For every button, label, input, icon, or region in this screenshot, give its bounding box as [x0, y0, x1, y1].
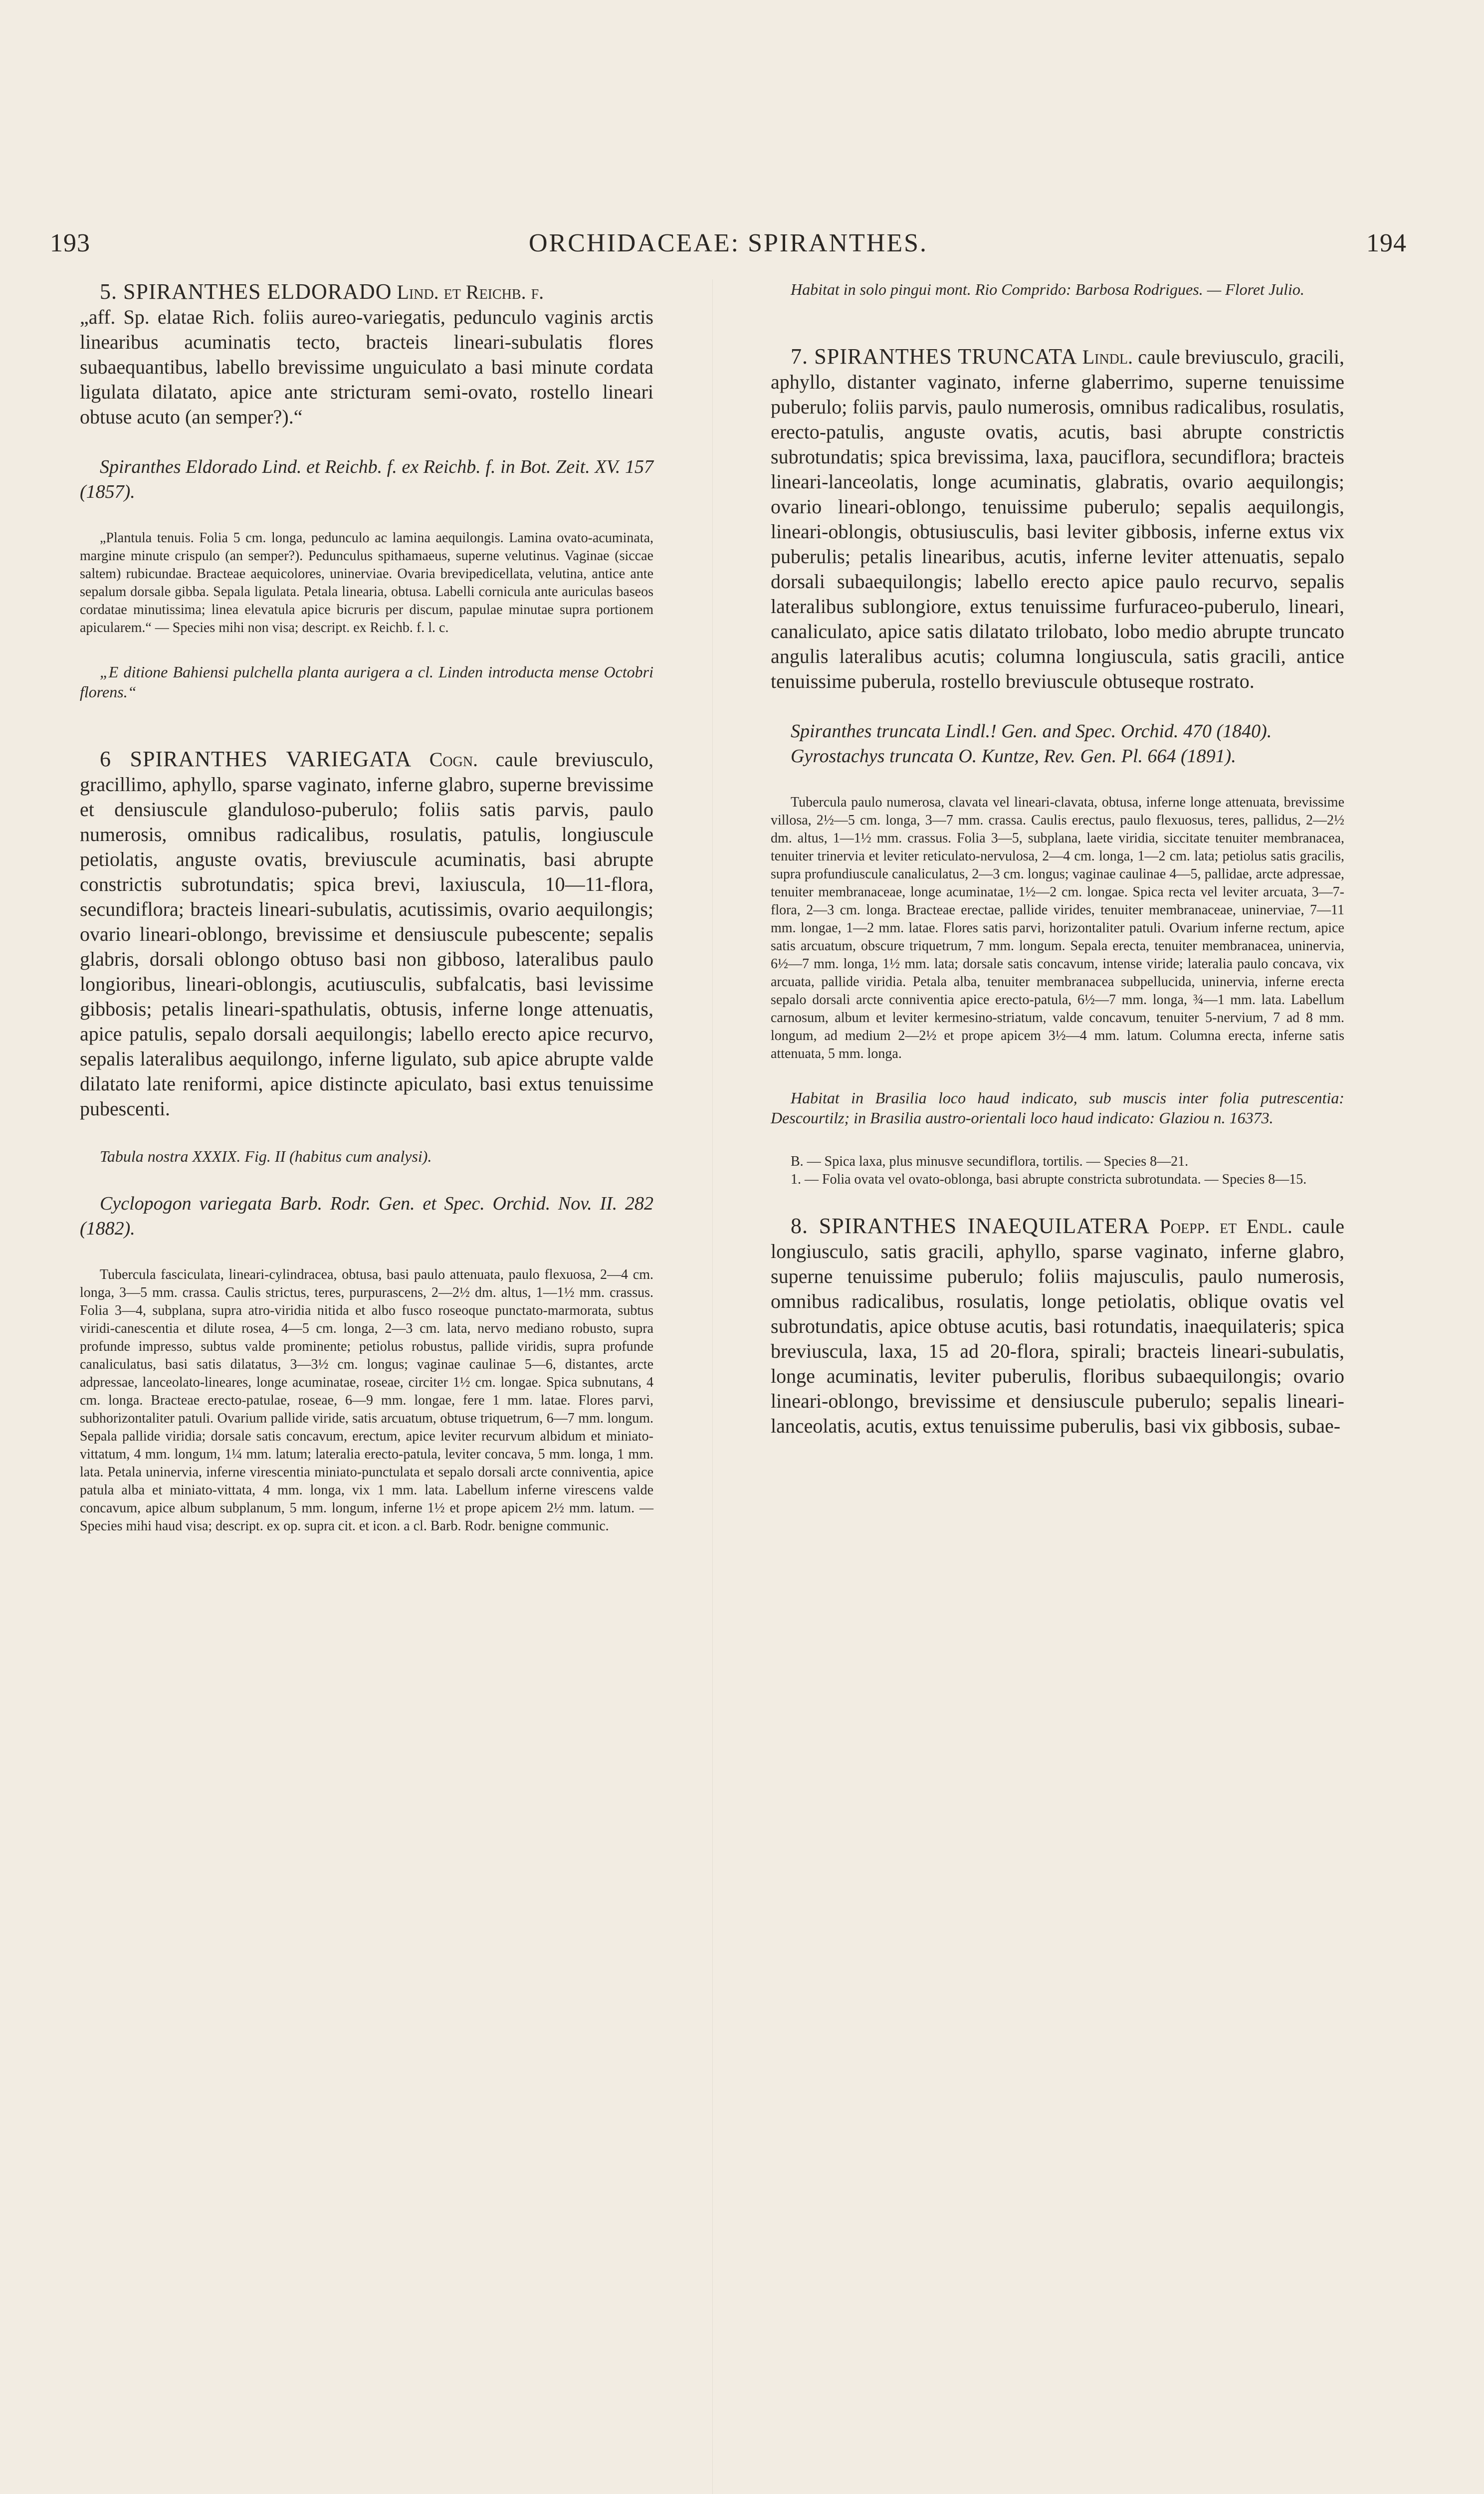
species-7-reference-1: Spiranthes truncata Lindl.! Gen. and Spec. Orchid. 470 (1840).: [791, 721, 1272, 742]
page-number-left: 193: [50, 229, 90, 257]
species-6-heading: 6 SPIRANTHES VARIEGATA: [100, 747, 412, 771]
species-6-diagnosis: [80, 747, 653, 1121]
species-5-heading: 5. SPIRANTHES ELDORADO: [100, 279, 392, 304]
species-8-text: caule longiusculo, satis gracili, aphyllo, sparse vaginato, inferne glabro, superne tenuissime puberulo; foliis majusculis, paulo numerosis, omnibus radicalibus, rosulatis, longe petiolatis, oblique ovatis vel subrotundatis, apice obtuse acutis, basi rotundatis, inaequilateris; spica breviuscula, laxa, 15 ad 20-flora, spirali; bracteis lineari-subulatis, longe acuminatis, leviter puberulis, floribus subaequilongis; ovario lineari-oblongo, brevissime et densiuscule puberulo; sepalis lineari-lanceolatis, acutis, extus tenuissime puberulis, basi vix gibbosis, subae-: [771, 1215, 1344, 1437]
species-5-text: „aff. Sp. elatae Rich. foliis aureo-variegatis, pedunculo vaginis arctis linearibus acuminatis tecto, bracteis lineari-subulatis flores subaequantibus, labello brevissime unguiculato a basi minute cordata ligulata dilatato, apice ante stricturam semi-ovato, rostello lineari obtuse acuto (an semper?).“: [80, 306, 653, 428]
column-divider: [712, 279, 713, 2494]
species-8-diagnosis: [771, 1214, 1344, 1439]
species-5-author: Lind. et Reichb. f.: [397, 281, 544, 303]
species-8-heading: 8. SPIRANTHES INAEQUILATERA: [791, 1214, 1150, 1238]
species-6-text: caule breviusculo, gracillimo, aphyllo, sparse vaginato, inferne glabro, superne brevissime et densiuscule glanduloso-puberulo; foliis satis parvis, paulo numerosis, omnibus radicalibus, rosulatis, patulis, longiuscule petiolatis, anguste ovatis, breviuscule acuminatis, basi abrupte constrictis subrotundatis; spica brevi, laxiuscula, 10—11-flora, secundiflora; bracteis lineari-subulatis, acutissimis, ovario aequilongis; ovario lineari-oblongo, brevissime et densiuscule pubescente; sepalis glabris, dorsali oblongo obtuso basi non gibboso, lateralibus paulo longioribus, lineari-oblongis, acutiusculis, subfalcatis, basi levissime gibbosis; petalis lineari-spathulatis, obtusis, inferne longe attenuatis, apice patulis, sepalo dorsali aequilongis; labello erecto apice recurvo, sepalis lateralibus aequilongo, inferne ligulato, sub apice abrupte valde dilatato late reniformi, apice distincte apiculato, basi extus tenuissime pubescenti.: [80, 748, 654, 1120]
page-header: [50, 228, 1407, 263]
species-6-author: Cogn.: [429, 748, 478, 771]
key-b: B. — Spica laxa, plus minusve secundiflora, tortilis. — Species 8—21.: [791, 1154, 1189, 1169]
species-7-description: Tubercula paulo numerosa, clavata vel lineari-clavata, obtusa, inferne longe attenuata, brevissime villosa, 2½—5 cm. longa, 3—7 mm. crassa. Caulis erectus, paulo flexuosus, teres, pallidus, 2—2½ dm. altus, 1—1½ mm. crassus. Folia 3—5, subplana, laete viridia, siccitate tenuiter membranacea, tenuiter trinervia et leviter reticulato-nervulosa, 2—4 cm. longa, 1—2 cm. lata; petiolus satis gracilis, supra profundiuscule canaliculatus, 2—3 cm. longus; vaginae caulinae 4—5, pallidae, arcte adpressae, tenuiter membranaceae, longe acuminatae, 1½—2 cm. longae. Spica recta vel leviter arcuata, 3—7-flora, 2—3 cm. longa. Bracteae erectae, pallide virides, tenuiter membranaceae, uninerviae, 7—11 mm. longae, 1—2 mm. latae. Flores satis parvi, horizontaliter patuli. Ovarium inferne rectum, apice satis arcuatum, obscure triquetrum, 7 mm. longum. Sepala erecta, tenuiter membranacea, uninervia, 6½—7 mm. longa, 1½ mm. lata; dorsale satis concavum, intense viride; lateralia paulo concava, vix arcuata, pallide viridia. Petala alba, tenuiter membranacea subpellucida, uninervia, inferne erecta sepalo dorsali arcte conniventia apice erecto-patula, 6½—7 mm. longa, ¾—1 mm. lata. Labellum carnosum, album et leviter kermesino-striatum, valde concavum, tenuiter 5-nervium, 7 ad 8 mm. longum, ad medium 2—2½ et prope apicem 3½—4 mm. latum. Columna erecta, inferne satis attenuata, 5 mm. longa.: [771, 795, 1344, 1061]
species-5-reference: Spiranthes Eldorado Lind. et Reichb. f. ex Reichb. f. in Bot. Zeit. XV. 157 (1857).: [80, 456, 653, 502]
running-title: ORCHIDACEAE: SPIRANTHES.: [528, 229, 928, 257]
species-5-diagnosis: [80, 279, 653, 305]
species-7-reference-2: Gyrostachys truncata O. Kuntze, Rev. Gen. Pl. 664 (1891).: [791, 746, 1236, 767]
left-column: [80, 279, 653, 1535]
species-6-plate: Tabula nostra XXXIX. Fig. II (habitus cum analysi).: [100, 1147, 432, 1165]
species-7-heading: 7. SPIRANTHES TRUNCATA: [791, 344, 1077, 369]
species-6-description: Tubercula fasciculata, lineari-cylindracea, obtusa, basi paulo attenuata, paulo flexuosa, 2—4 cm. longa, 3—5 mm. crassa. Caulis strictus, teres, purpurascens, 2—2½ dm. altus, 1—1½ mm. crassus. Folia 3—4, subplana, supra atro-viridia nitida et albo fusco roseoque punctato-marmorata, subtus viridi-canescentia et dilute rosea, 4—5 cm. longa, 2—3 cm. lata, nervo mediano robusto, supra profunde impresso, subtus valde prominente; petiolus robustus, pallide viridis, supra profunde canaliculatus, basi satis dilatatus, 3—3½ cm. longus; vaginae caulinae 5—6, distantes, arcte adpressae, lanceolato-lineares, longe acuminatae, roseae, circiter 1½ cm. longae. Spica subnutans, 4 cm. longa. Bracteae erecto-patulae, roseae, 6—9 mm. longae, fere 1 mm. latae. Flores parvi, subhorizontaliter patuli. Ovarium pallide viride, satis arcuatum, obtuse triquetrum, 6—7 mm. longum. Sepala pallide viridia; dorsale satis concavum, erectum, apice leviter recurvum albidum et miniato-vittatum, 4 mm. longum, 1¼ mm. latum; lateralia erecto-patula, leviter concava, 5 mm. longa, 1 mm. lata. Petala uninervia, inferne virescentia miniato-punctulata et sepalo dorsali arcte conniventia, apice patula alba et miniato-vittata, 4 mm. longa, vix 1 mm. lata. Labellum inferne virescens valde concavum, apice album subplanum, 5 mm. longum, inferne 1½ et prope apicem 2½ mm. latum. — Species mihi haud visa; descript. ex op. supra cit. et icon. a cl. Barb. Rodr. benigne communic.: [80, 1267, 653, 1534]
species-5-description: „Plantula tenuis. Folia 5 cm. longa, pedunculo ac lamina aequilongis. Lamina ovato-acuminata, margine minute crispulo (an semper?). Pedunculus spithamaeus, superne velutinus. Vaginae (siccae saltem) rubicundae. Bracteae aequicolores, uninerviae. Ovaria brevipedicellata, velutina, antice ante sepalum dorsale gibba. Sepala ligulata. Petala linearia, obtusa. Labelli cornicula ante auriculas baseos cordatae minutissima; linea elevatula apice bicruris per discum, papulae minutae supra portionem apicularem.“ — Species mihi non visa; descript. ex Reichb. f. l. c.: [80, 530, 653, 635]
species-6-habitat: Habitat in solo pingui mont. Rio Comprido: Barbosa Rodrigues. — Floret Julio.: [791, 280, 1304, 298]
species-6-reference: Cyclopogon variegata Barb. Rodr. Gen. et Spec. Orchid. Nov. II. 282 (1882).: [80, 1193, 653, 1239]
page-number-right: 194: [1366, 229, 1407, 257]
species-5-quote: „E ditione Bahiensi pulchella planta aurigera a cl. Linden introducta mense Octobri florens.“: [80, 663, 653, 701]
species-7-diagnosis: [771, 344, 1344, 694]
species-8-author: Poepp. et Endl.: [1159, 1215, 1292, 1238]
species-7-text: caule breviusculo, gracili, aphyllo, distanter vaginato, inferne glaberrimo, superne tenuissime puberulo; foliis parvis, paulo numerosis, omnibus radicalibus, rosulatis, erecto-patulis, anguste ovatis, acutis, basi abrupte constrictis subrotundatis; spica brevissima, laxa, pauciflora, secundiflora; bracteis lineari-lanceolatis, longe acuminatis, glabratis, ovario aequilongis; ovario lineari-oblongo, tenuissime puberulo; sepalis aequilongis, lineari-oblongis, obtusiusculis, basi leviter gibbosis, inferne extus vix puberulis; petalis linearibus, acutis, inferne leviter attenuatis, sepalo dorsali subaequilongis; labello erecto apice paulo recurvo, sepalis lateralibus sublongiore, extus tenuissime furfuraceo-puberulo, lineari, canaliculato, apice satis dilatato trilobato, lobo medio abrupte truncato angulis lateralibus acutis; columna longiuscula, satis gracili, antice tenuissime puberula, rostello breviuscule obtuseque rostrato.: [771, 346, 1344, 692]
key-1: 1. — Folia ovata vel ovato-oblonga, basi abrupte constricta subrotundata. — Species 8—15.: [791, 1172, 1307, 1187]
right-column: [771, 279, 1344, 1439]
species-7-author: Lindl.: [1082, 346, 1133, 368]
species-7-habitat: Habitat in Brasilia loco haud indicato, sub muscis inter folia putrescentia: Descourtilz; in Brasilia austro-orientali loco haud indicato: Glaziou n. 16373.: [771, 1089, 1344, 1127]
